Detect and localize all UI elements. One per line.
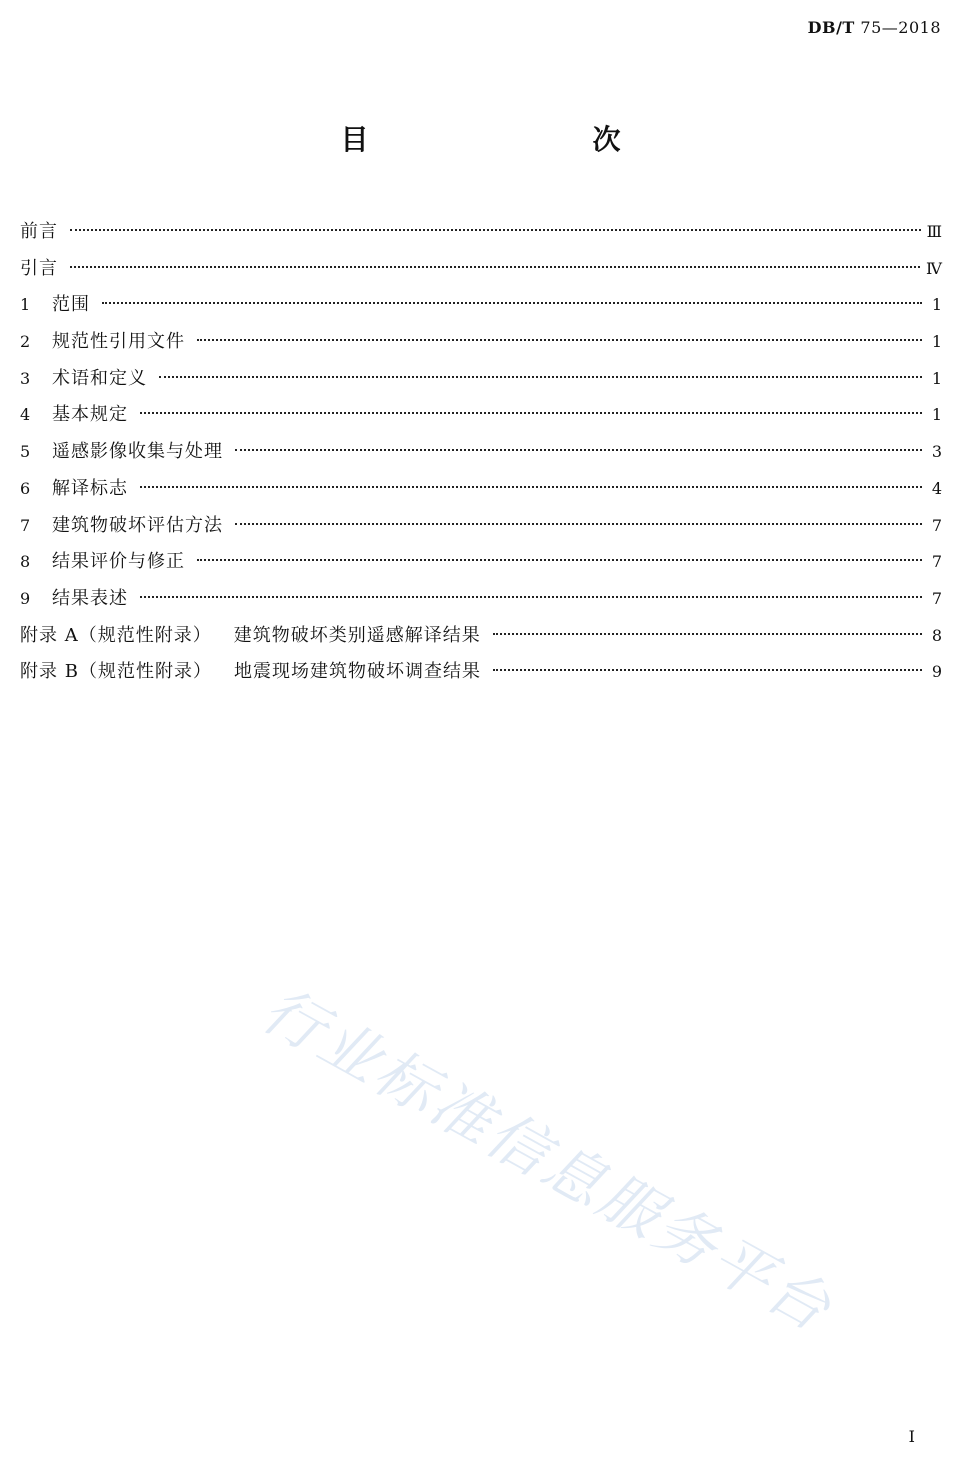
toc-entry-number: 4 [20,405,31,425]
toc-entry-label: 引言 [20,257,58,279]
toc-entry-9[interactable] [20,581,942,618]
page-number: I [908,1427,915,1446]
toc-entry-label: 术语和定义 [52,367,147,389]
standard-prefix: DB/T [807,18,855,37]
toc-entry-label: 范围 [52,294,90,316]
toc-entry-5[interactable] [20,434,942,471]
standard-code [808,18,941,37]
toc-entry-number: 3 [20,368,31,388]
toc-entry-label [20,654,481,691]
toc-dot-leader [140,596,922,598]
toc-entry-number: 9 [20,588,31,608]
toc-entry-page: 1 [931,368,942,388]
toc-entry-page: 7 [931,515,942,535]
toc-entry-4[interactable] [20,397,942,434]
toc-entry-foreword[interactable] [20,214,942,251]
toc-entry-appendix-b[interactable] [20,654,942,691]
toc-entry-7[interactable] [20,508,942,545]
appendix-prefix: 附录 B（规范性附录） [20,661,212,683]
toc-dot-leader [235,449,922,451]
toc-entry-number: 5 [20,442,31,462]
toc-entry-6[interactable] [20,471,942,508]
toc-entry-page: 1 [931,332,942,352]
toc-entry-page: 4 [931,478,942,498]
page-title: 目 次 [340,123,677,156]
toc-entry-page: 1 [931,295,942,315]
toc-entry-page: 7 [931,588,942,608]
watermark: 行业标准信息服务平台 [250,974,845,1347]
toc-dot-leader [70,266,920,268]
toc-dot-leader [197,339,922,341]
toc-entry-label: 解译标志 [52,477,128,499]
toc-entry-label: 结果表述 [52,587,128,609]
toc-dot-leader [70,229,921,231]
toc-dot-leader [140,486,922,488]
toc-dot-leader [493,669,922,671]
toc-entry-3[interactable] [20,361,942,398]
appendix-prefix: 附录 A（规范性附录） [20,624,212,646]
toc-entry-page: Ⅳ [926,258,942,278]
toc-entry-1[interactable] [20,287,942,324]
toc-dot-leader [197,559,922,561]
toc-entry-8[interactable] [20,544,942,581]
toc-dot-leader [102,302,922,304]
toc-entry-page: 9 [931,662,942,682]
toc-dot-leader [159,376,922,378]
toc-dot-leader [235,523,922,525]
toc-entry-label: 结果评价与修正 [52,551,185,573]
toc-entry-label: 前言 [20,221,58,242]
appendix-title: 建筑物破坏类别遥感解译结果 [233,624,481,646]
toc-entry-page: Ⅲ [926,222,942,241]
toc-entry-label: 建筑物破坏评估方法 [52,514,223,536]
toc-entry-number: 8 [20,552,31,572]
toc-entry-number: 7 [20,515,31,535]
standard-number: 75—2018 [860,18,941,37]
table-of-contents [20,214,942,691]
toc-dot-leader [493,633,922,635]
toc-entry-appendix-a[interactable] [20,618,942,655]
toc-entry-label: 规范性引用文件 [52,331,185,353]
toc-entry-page: 1 [931,405,942,425]
toc-entry-label: 遥感影像收集与处理 [52,441,223,463]
toc-entry-page: 8 [931,625,942,645]
toc-entry-number: 6 [20,478,31,498]
toc-dot-leader [140,412,922,414]
toc-entry-page: 3 [931,442,942,462]
toc-entry-number: 2 [20,332,31,352]
toc-entry-label: 基本规定 [52,404,128,426]
toc-entry-2[interactable] [20,324,942,361]
toc-entry-page: 7 [931,552,942,572]
toc-entry-introduction[interactable] [20,251,942,288]
toc-entry-label [20,618,481,655]
toc-entry-number: 1 [20,295,31,315]
appendix-title: 地震现场建筑物破坏调查结果 [233,661,481,683]
